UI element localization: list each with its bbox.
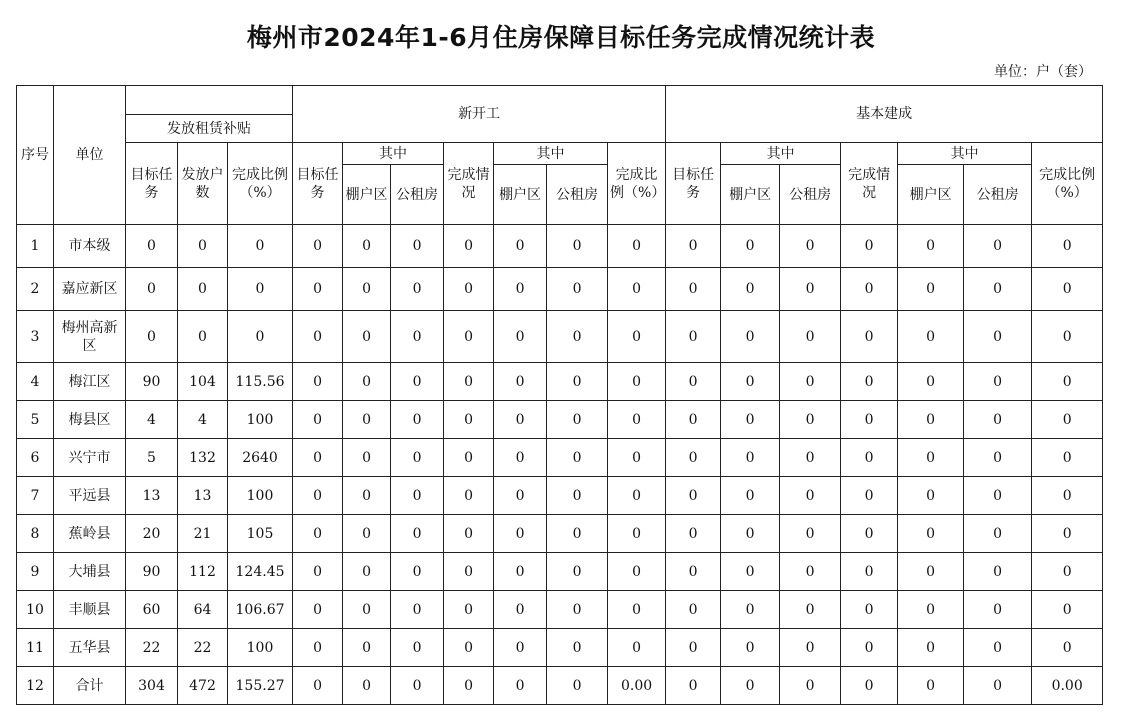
basic-shantytown-cell: 0 <box>721 477 780 515</box>
new-ratio-cell: 0 <box>608 268 666 311</box>
rental-target-cell: 5 <box>126 439 178 477</box>
new-target-cell: 0 <box>293 553 343 591</box>
header-new-public-rental: 公租房 <box>391 165 444 225</box>
basic-shantytown-cell: 0 <box>721 311 780 363</box>
rental-target-cell: 0 <box>126 311 178 363</box>
new-complete-shantytown-cell: 0 <box>494 591 547 629</box>
header-basic-complete-public-rental: 公租房 <box>964 165 1032 225</box>
row-seq: 2 <box>17 268 54 311</box>
header-new-complete-public-rental: 公租房 <box>547 165 608 225</box>
basic-public-rental-cell: 0 <box>780 667 841 705</box>
rental-ratio-cell: 0 <box>228 225 293 268</box>
basic-status-cell: 0 <box>841 667 898 705</box>
new-complete-shantytown-cell: 0 <box>494 225 547 268</box>
table-body <box>17 225 1103 705</box>
table-row <box>17 311 1103 363</box>
new-ratio-cell: 0 <box>608 629 666 667</box>
new-complete-shantytown-cell: 0 <box>494 363 547 401</box>
row-unit: 大埔县 <box>54 553 126 591</box>
basic-target-cell: 0 <box>666 401 721 439</box>
basic-target-cell: 0 <box>666 591 721 629</box>
basic-status-cell: 0 <box>841 401 898 439</box>
basic-complete-shantytown-cell: 0 <box>898 268 964 311</box>
basic-shantytown-cell: 0 <box>721 225 780 268</box>
basic-complete-shantytown-cell: 0 <box>898 439 964 477</box>
basic-status-cell: 0 <box>841 268 898 311</box>
rental-issued-cell: 0 <box>178 268 228 311</box>
statistics-table <box>16 85 1103 705</box>
new-shantytown-cell: 0 <box>343 401 391 439</box>
basic-status-cell: 0 <box>841 311 898 363</box>
basic-shantytown-cell: 0 <box>721 667 780 705</box>
rental-target-cell: 60 <box>126 591 178 629</box>
rental-issued-cell: 112 <box>178 553 228 591</box>
new-complete-public-rental-cell: 0 <box>547 667 608 705</box>
new-status-cell: 0 <box>444 477 494 515</box>
new-ratio-cell: 0 <box>608 477 666 515</box>
basic-complete-shantytown-cell: 0 <box>898 401 964 439</box>
basic-complete-shantytown-cell: 0 <box>898 591 964 629</box>
basic-ratio-cell: 0 <box>1032 401 1103 439</box>
new-shantytown-cell: 0 <box>343 667 391 705</box>
new-target-cell: 0 <box>293 591 343 629</box>
basic-shantytown-cell: 0 <box>721 553 780 591</box>
basic-shantytown-cell: 0 <box>721 515 780 553</box>
new-complete-shantytown-cell: 0 <box>494 401 547 439</box>
header-rental-spacer <box>126 86 293 115</box>
row-unit: 丰顺县 <box>54 591 126 629</box>
row-seq: 5 <box>17 401 54 439</box>
basic-public-rental-cell: 0 <box>780 311 841 363</box>
new-complete-public-rental-cell: 0 <box>547 401 608 439</box>
new-complete-public-rental-cell: 0 <box>547 363 608 401</box>
rental-ratio-cell: 2640 <box>228 439 293 477</box>
rental-issued-cell: 472 <box>178 667 228 705</box>
rental-issued-cell: 0 <box>178 311 228 363</box>
row-seq: 1 <box>17 225 54 268</box>
new-complete-shantytown-cell: 0 <box>494 268 547 311</box>
new-complete-public-rental-cell: 0 <box>547 553 608 591</box>
basic-shantytown-cell: 0 <box>721 439 780 477</box>
basic-target-cell: 0 <box>666 477 721 515</box>
row-seq: 12 <box>17 667 54 705</box>
header-new-shantytown: 棚户区 <box>343 165 391 225</box>
header-new-status: 完成情况 <box>444 143 494 225</box>
basic-status-cell: 0 <box>841 225 898 268</box>
new-shantytown-cell: 0 <box>343 591 391 629</box>
header-seq: 序号 <box>17 86 54 225</box>
new-target-cell: 0 <box>293 629 343 667</box>
basic-complete-public-rental-cell: 0 <box>964 667 1032 705</box>
basic-public-rental-cell: 0 <box>780 363 841 401</box>
row-seq: 7 <box>17 477 54 515</box>
new-shantytown-cell: 0 <box>343 553 391 591</box>
new-status-cell: 0 <box>444 401 494 439</box>
new-status-cell: 0 <box>444 268 494 311</box>
new-ratio-cell: 0 <box>608 401 666 439</box>
rental-issued-cell: 104 <box>178 363 228 401</box>
rental-target-cell: 0 <box>126 268 178 311</box>
new-shantytown-cell: 0 <box>343 311 391 363</box>
new-ratio-cell: 0 <box>608 553 666 591</box>
new-shantytown-cell: 0 <box>343 477 391 515</box>
basic-ratio-cell: 0 <box>1032 591 1103 629</box>
new-complete-shantytown-cell: 0 <box>494 667 547 705</box>
header-basic-shantytown: 棚户区 <box>721 165 780 225</box>
new-status-cell: 0 <box>444 311 494 363</box>
header-basic-public-rental: 公租房 <box>780 165 841 225</box>
new-ratio-cell: 0 <box>608 363 666 401</box>
new-public-rental-cell: 0 <box>391 439 444 477</box>
header-new-of-which: 其中 <box>343 143 444 165</box>
rental-target-cell: 4 <box>126 401 178 439</box>
new-complete-shantytown-cell: 0 <box>494 477 547 515</box>
new-public-rental-cell: 0 <box>391 629 444 667</box>
basic-status-cell: 0 <box>841 439 898 477</box>
new-target-cell: 0 <box>293 515 343 553</box>
new-ratio-cell: 0 <box>608 515 666 553</box>
basic-public-rental-cell: 0 <box>780 591 841 629</box>
new-public-rental-cell: 0 <box>391 225 444 268</box>
new-complete-shantytown-cell: 0 <box>494 439 547 477</box>
basic-public-rental-cell: 0 <box>780 225 841 268</box>
table-row <box>17 225 1103 268</box>
basic-status-cell: 0 <box>841 629 898 667</box>
header-basic-of-which: 其中 <box>721 143 841 165</box>
header-basic-complete-of-which: 其中 <box>898 143 1032 165</box>
header-new-complete-of-which: 其中 <box>494 143 608 165</box>
basic-complete-public-rental-cell: 0 <box>964 225 1032 268</box>
header-rental-ratio: 完成比例（%） <box>228 143 293 225</box>
rental-issued-cell: 64 <box>178 591 228 629</box>
rental-ratio-cell: 100 <box>228 477 293 515</box>
basic-complete-public-rental-cell: 0 <box>964 268 1032 311</box>
new-complete-public-rental-cell: 0 <box>547 591 608 629</box>
rental-ratio-cell: 0 <box>228 268 293 311</box>
basic-target-cell: 0 <box>666 268 721 311</box>
header-new-ratio: 完成比例（%） <box>608 143 666 225</box>
row-seq: 11 <box>17 629 54 667</box>
rental-target-cell: 22 <box>126 629 178 667</box>
row-unit: 市本级 <box>54 225 126 268</box>
table-row <box>17 363 1103 401</box>
rental-target-cell: 0 <box>126 225 178 268</box>
basic-target-cell: 0 <box>666 667 721 705</box>
basic-shantytown-cell: 0 <box>721 401 780 439</box>
new-public-rental-cell: 0 <box>391 553 444 591</box>
row-seq: 10 <box>17 591 54 629</box>
new-public-rental-cell: 0 <box>391 268 444 311</box>
new-target-cell: 0 <box>293 363 343 401</box>
basic-public-rental-cell: 0 <box>780 439 841 477</box>
basic-complete-shantytown-cell: 0 <box>898 311 964 363</box>
table-row <box>17 477 1103 515</box>
new-target-cell: 0 <box>293 401 343 439</box>
new-shantytown-cell: 0 <box>343 629 391 667</box>
new-complete-shantytown-cell: 0 <box>494 515 547 553</box>
table-row <box>17 268 1103 311</box>
new-complete-public-rental-cell: 0 <box>547 311 608 363</box>
new-shantytown-cell: 0 <box>343 268 391 311</box>
basic-complete-public-rental-cell: 0 <box>964 363 1032 401</box>
basic-complete-shantytown-cell: 0 <box>898 667 964 705</box>
rental-issued-cell: 22 <box>178 629 228 667</box>
basic-ratio-cell: 0 <box>1032 268 1103 311</box>
new-status-cell: 0 <box>444 439 494 477</box>
header-new-complete-shantytown: 棚户区 <box>494 165 547 225</box>
new-public-rental-cell: 0 <box>391 591 444 629</box>
header-basic-status: 完成情况 <box>841 143 898 225</box>
new-complete-public-rental-cell: 0 <box>547 268 608 311</box>
basic-status-cell: 0 <box>841 477 898 515</box>
row-seq: 4 <box>17 363 54 401</box>
basic-ratio-cell: 0 <box>1032 225 1103 268</box>
table-row <box>17 439 1103 477</box>
new-public-rental-cell: 0 <box>391 477 444 515</box>
table-row <box>17 591 1103 629</box>
new-public-rental-cell: 0 <box>391 401 444 439</box>
basic-ratio-cell: 0 <box>1032 439 1103 477</box>
new-complete-shantytown-cell: 0 <box>494 553 547 591</box>
table-row <box>17 667 1103 705</box>
rental-target-cell: 20 <box>126 515 178 553</box>
unit-note: 单位：户（套） <box>994 64 1092 80</box>
basic-complete-public-rental-cell: 0 <box>964 439 1032 477</box>
basic-target-cell: 0 <box>666 553 721 591</box>
row-unit: 嘉应新区 <box>54 268 126 311</box>
new-target-cell: 0 <box>293 439 343 477</box>
row-unit: 蕉岭县 <box>54 515 126 553</box>
rental-ratio-cell: 115.56 <box>228 363 293 401</box>
basic-shantytown-cell: 0 <box>721 629 780 667</box>
basic-target-cell: 0 <box>666 311 721 363</box>
basic-status-cell: 0 <box>841 591 898 629</box>
rental-target-cell: 304 <box>126 667 178 705</box>
row-unit: 五华县 <box>54 629 126 667</box>
new-status-cell: 0 <box>444 515 494 553</box>
basic-status-cell: 0 <box>841 363 898 401</box>
basic-target-cell: 0 <box>666 439 721 477</box>
new-complete-public-rental-cell: 0 <box>547 439 608 477</box>
rental-ratio-cell: 106.67 <box>228 591 293 629</box>
new-target-cell: 0 <box>293 667 343 705</box>
basic-complete-public-rental-cell: 0 <box>964 629 1032 667</box>
new-status-cell: 0 <box>444 363 494 401</box>
basic-complete-shantytown-cell: 0 <box>898 477 964 515</box>
header-rental-target: 目标任务 <box>126 143 178 225</box>
basic-shantytown-cell: 0 <box>721 591 780 629</box>
basic-complete-public-rental-cell: 0 <box>964 591 1032 629</box>
new-complete-public-rental-cell: 0 <box>547 477 608 515</box>
basic-status-cell: 0 <box>841 553 898 591</box>
rental-ratio-cell: 124.45 <box>228 553 293 591</box>
rental-issued-cell: 4 <box>178 401 228 439</box>
new-public-rental-cell: 0 <box>391 667 444 705</box>
header-basic-complete-shantytown: 棚户区 <box>898 165 964 225</box>
basic-public-rental-cell: 0 <box>780 401 841 439</box>
new-shantytown-cell: 0 <box>343 515 391 553</box>
basic-status-cell: 0 <box>841 515 898 553</box>
rental-ratio-cell: 0 <box>228 311 293 363</box>
rental-target-cell: 90 <box>126 363 178 401</box>
header-basic-completion: 基本建成 <box>666 86 1103 143</box>
basic-complete-public-rental-cell: 0 <box>964 401 1032 439</box>
header-unit: 单位 <box>54 86 126 225</box>
basic-ratio-cell: 0 <box>1032 515 1103 553</box>
basic-ratio-cell: 0 <box>1032 477 1103 515</box>
basic-target-cell: 0 <box>666 225 721 268</box>
basic-ratio-cell: 0.00 <box>1032 667 1103 705</box>
header-basic-target: 目标任务 <box>666 143 721 225</box>
table-row <box>17 515 1103 553</box>
basic-public-rental-cell: 0 <box>780 629 841 667</box>
new-ratio-cell: 0 <box>608 591 666 629</box>
table-row <box>17 401 1103 439</box>
basic-shantytown-cell: 0 <box>721 268 780 311</box>
rental-ratio-cell: 100 <box>228 629 293 667</box>
table-row <box>17 553 1103 591</box>
rental-target-cell: 90 <box>126 553 178 591</box>
new-complete-public-rental-cell: 0 <box>547 629 608 667</box>
basic-shantytown-cell: 0 <box>721 363 780 401</box>
basic-public-rental-cell: 0 <box>780 515 841 553</box>
rental-target-cell: 13 <box>126 477 178 515</box>
header-basic-ratio: 完成比例（%） <box>1032 143 1103 225</box>
basic-complete-shantytown-cell: 0 <box>898 629 964 667</box>
basic-complete-shantytown-cell: 0 <box>898 225 964 268</box>
page-title: 梅州市2024年1-6月住房保障目标任务完成情况统计表 <box>246 23 876 52</box>
rental-ratio-cell: 105 <box>228 515 293 553</box>
row-unit: 梅江区 <box>54 363 126 401</box>
basic-complete-public-rental-cell: 0 <box>964 515 1032 553</box>
header-rental-subsidy: 发放租赁补贴 <box>126 115 293 143</box>
new-target-cell: 0 <box>293 477 343 515</box>
new-ratio-cell: 0 <box>608 225 666 268</box>
basic-complete-shantytown-cell: 0 <box>898 363 964 401</box>
new-public-rental-cell: 0 <box>391 515 444 553</box>
basic-public-rental-cell: 0 <box>780 268 841 311</box>
rental-issued-cell: 132 <box>178 439 228 477</box>
header-new-start: 新开工 <box>293 86 666 143</box>
new-status-cell: 0 <box>444 629 494 667</box>
basic-ratio-cell: 0 <box>1032 311 1103 363</box>
table-row <box>17 629 1103 667</box>
new-target-cell: 0 <box>293 311 343 363</box>
new-complete-shantytown-cell: 0 <box>494 629 547 667</box>
basic-complete-public-rental-cell: 0 <box>964 477 1032 515</box>
basic-target-cell: 0 <box>666 363 721 401</box>
rental-ratio-cell: 100 <box>228 401 293 439</box>
new-target-cell: 0 <box>293 268 343 311</box>
new-public-rental-cell: 0 <box>391 311 444 363</box>
new-public-rental-cell: 0 <box>391 363 444 401</box>
new-shantytown-cell: 0 <box>343 225 391 268</box>
basic-target-cell: 0 <box>666 629 721 667</box>
basic-public-rental-cell: 0 <box>780 553 841 591</box>
new-ratio-cell: 0 <box>608 311 666 363</box>
header-rental-issued: 发放户数 <box>178 143 228 225</box>
basic-ratio-cell: 0 <box>1032 629 1103 667</box>
rental-issued-cell: 13 <box>178 477 228 515</box>
new-target-cell: 0 <box>293 225 343 268</box>
new-status-cell: 0 <box>444 667 494 705</box>
basic-complete-public-rental-cell: 0 <box>964 553 1032 591</box>
new-ratio-cell: 0 <box>608 439 666 477</box>
header-new-target: 目标任务 <box>293 143 343 225</box>
row-seq: 9 <box>17 553 54 591</box>
basic-complete-shantytown-cell: 0 <box>898 553 964 591</box>
new-status-cell: 0 <box>444 225 494 268</box>
basic-target-cell: 0 <box>666 515 721 553</box>
new-status-cell: 0 <box>444 591 494 629</box>
row-unit: 合计 <box>54 667 126 705</box>
rental-issued-cell: 0 <box>178 225 228 268</box>
rental-ratio-cell: 155.27 <box>228 667 293 705</box>
basic-ratio-cell: 0 <box>1032 553 1103 591</box>
new-status-cell: 0 <box>444 553 494 591</box>
new-complete-shantytown-cell: 0 <box>494 311 547 363</box>
basic-ratio-cell: 0 <box>1032 363 1103 401</box>
row-unit: 平远县 <box>54 477 126 515</box>
new-ratio-cell: 0.00 <box>608 667 666 705</box>
basic-complete-public-rental-cell: 0 <box>964 311 1032 363</box>
basic-complete-shantytown-cell: 0 <box>898 515 964 553</box>
row-seq: 6 <box>17 439 54 477</box>
new-complete-public-rental-cell: 0 <box>547 515 608 553</box>
rental-issued-cell: 21 <box>178 515 228 553</box>
basic-public-rental-cell: 0 <box>780 477 841 515</box>
new-shantytown-cell: 0 <box>343 439 391 477</box>
row-unit: 梅县区 <box>54 401 126 439</box>
new-shantytown-cell: 0 <box>343 363 391 401</box>
row-seq: 3 <box>17 311 54 363</box>
row-unit: 兴宁市 <box>54 439 126 477</box>
new-complete-public-rental-cell: 0 <box>547 225 608 268</box>
row-seq: 8 <box>17 515 54 553</box>
row-unit: 梅州高新区 <box>54 311 126 363</box>
